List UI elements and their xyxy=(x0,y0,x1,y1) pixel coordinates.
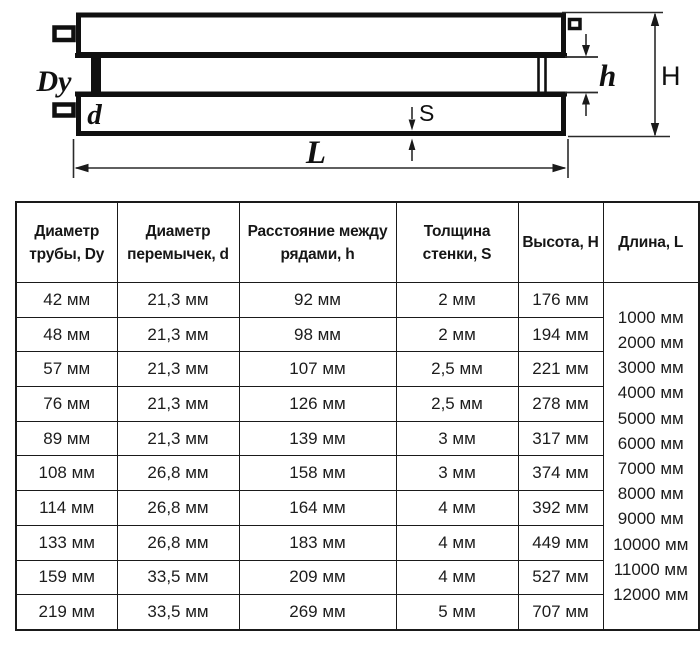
table-cell: 219 мм xyxy=(16,595,117,630)
column-header: Диаметр перемычек, d xyxy=(117,202,239,283)
stub-bottom-left xyxy=(55,105,74,116)
length-value: 4000 мм xyxy=(617,383,684,403)
h-arrow-down xyxy=(582,45,590,57)
label-row-spacing: h xyxy=(599,58,617,93)
stub-top-left xyxy=(55,28,74,41)
table-cell: 159 мм xyxy=(16,560,117,595)
bottom-pipe xyxy=(79,95,564,134)
length-value: 10000 мм xyxy=(613,534,689,554)
table-cell: 76 мм xyxy=(16,387,117,422)
label-pipe-diameter: Dy xyxy=(36,65,72,98)
table-cell: 269 мм xyxy=(239,595,396,630)
table-cell: 114 мм xyxy=(16,491,117,526)
table-row xyxy=(16,456,699,491)
table-cell: 2 мм xyxy=(396,283,518,318)
table-row xyxy=(16,525,699,560)
table-cell: 26,8 мм xyxy=(117,491,239,526)
column-header: Диаметр трубы, Dy xyxy=(16,202,117,283)
table-row xyxy=(16,421,699,456)
table-cell: 26,8 мм xyxy=(117,525,239,560)
stub-top-right xyxy=(570,20,581,29)
h-arrow-up xyxy=(582,93,590,105)
column-header: Длина, L xyxy=(603,202,699,283)
table-cell: 4 мм xyxy=(396,560,518,595)
table-cell: 21,3 мм xyxy=(117,283,239,318)
table-cell: 183 мм xyxy=(239,525,396,560)
table-cell: 4 мм xyxy=(396,491,518,526)
table-row xyxy=(16,317,699,352)
table-cell: 527 мм xyxy=(518,560,603,595)
length-value: 1000 мм xyxy=(617,307,684,327)
length-value: 6000 мм xyxy=(617,433,684,453)
table-cell: 164 мм xyxy=(239,491,396,526)
table-cell: 5 мм xyxy=(396,595,518,630)
table-cell: 126 мм xyxy=(239,387,396,422)
table-cell: 98 мм xyxy=(239,317,396,352)
table-cell: 194 мм xyxy=(518,317,603,352)
top-pipe xyxy=(79,15,564,55)
table-cell: 3 мм xyxy=(396,456,518,491)
table-cell: 92 мм xyxy=(239,283,396,318)
table-cell: 108 мм xyxy=(16,456,117,491)
column-header: Высота, H xyxy=(518,202,603,283)
table-cell: 107 мм xyxy=(239,352,396,387)
table-cell: 449 мм xyxy=(518,525,603,560)
label-wall-thickness: S xyxy=(419,100,435,126)
length-value: 3000 мм xyxy=(617,358,684,378)
label-jumper-diameter: d xyxy=(87,99,102,131)
table-cell: 26,8 мм xyxy=(117,456,239,491)
table-cell: 133 мм xyxy=(16,525,117,560)
table-cell: 42 мм xyxy=(16,283,117,318)
L-arrow-left xyxy=(75,164,89,173)
left-jumper xyxy=(91,55,101,94)
length-value: 2000 мм xyxy=(617,332,684,352)
table-row xyxy=(16,283,699,318)
table-cell: 33,5 мм xyxy=(117,595,239,630)
table-cell: 21,3 мм xyxy=(117,387,239,422)
length-value: 5000 мм xyxy=(617,408,684,428)
table-cell: 89 мм xyxy=(16,421,117,456)
table-cell: 57 мм xyxy=(16,352,117,387)
table-cell: 3 мм xyxy=(396,421,518,456)
label-height: H xyxy=(661,61,681,91)
length-value: 11000 мм xyxy=(613,559,688,579)
spec-table-header-row xyxy=(16,202,699,283)
table-cell: 2 мм xyxy=(396,317,518,352)
S-arrow-up xyxy=(409,139,416,151)
length-merged-cell xyxy=(603,283,699,630)
table-cell: 33,5 мм xyxy=(117,560,239,595)
L-arrow-right xyxy=(553,164,567,173)
length-value: 9000 мм xyxy=(617,509,684,529)
table-cell: 374 мм xyxy=(518,456,603,491)
table-cell: 221 мм xyxy=(518,352,603,387)
label-length: L xyxy=(305,135,327,171)
table-cell: 176 мм xyxy=(518,283,603,318)
table-row xyxy=(16,560,699,595)
spec-table xyxy=(15,201,700,631)
H-arrow-down xyxy=(651,123,659,137)
table-cell: 2,5 мм xyxy=(396,387,518,422)
column-header: Толщина стенки, S xyxy=(396,202,518,283)
register-diagram xyxy=(0,0,700,199)
table-cell: 48 мм xyxy=(16,317,117,352)
length-value: 7000 мм xyxy=(617,458,684,478)
table-cell: 392 мм xyxy=(518,491,603,526)
table-cell: 21,3 мм xyxy=(117,317,239,352)
spec-table-body xyxy=(16,283,699,630)
table-cell: 139 мм xyxy=(239,421,396,456)
table-row xyxy=(16,491,699,526)
table-row xyxy=(16,387,699,422)
H-arrow-up xyxy=(651,13,659,27)
table-cell: 21,3 мм xyxy=(117,352,239,387)
length-value: 12000 мм xyxy=(613,584,689,604)
table-row xyxy=(16,595,699,630)
table-cell: 707 мм xyxy=(518,595,603,630)
table-cell: 21,3 мм xyxy=(117,421,239,456)
table-cell: 209 мм xyxy=(239,560,396,595)
length-value: 8000 мм xyxy=(617,484,684,504)
table-row xyxy=(16,352,699,387)
table-cell: 278 мм xyxy=(518,387,603,422)
table-cell: 4 мм xyxy=(396,525,518,560)
table-cell: 2,5 мм xyxy=(396,352,518,387)
column-header: Расстояние между рядами, h xyxy=(239,202,396,283)
table-cell: 158 мм xyxy=(239,456,396,491)
table-cell: 317 мм xyxy=(518,421,603,456)
